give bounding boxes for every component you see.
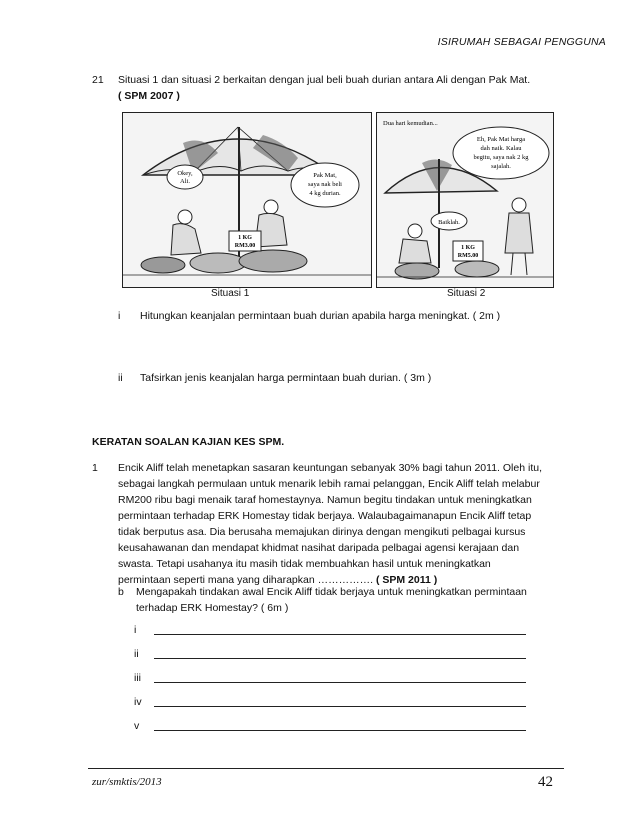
part-b-line-2: terhadap ERK Homestay? ( 6m ) [136, 602, 289, 614]
bubble-1-right-line-3: 4 kg durian. [309, 190, 341, 197]
case-line-4: permintaan terhadap ERK Homestay tidak berjaya. Walaubagaimanapun Encik Aliff tetap [118, 510, 532, 522]
part-text-ii: Tafsirkan jenis keanjalan harga permintaan buah durian. ( 3m ) [140, 372, 432, 384]
bubble-1-right-line-1: Pak Mat, [313, 172, 337, 179]
part-b-question [136, 584, 556, 616]
answer-label-ii: ii [134, 648, 139, 660]
cartoon-situasi-1 [122, 112, 372, 288]
bubble-2-right-line-3: begitu, saya nak 2 kg [473, 154, 529, 161]
page-number: 42 [538, 774, 553, 790]
caption-situasi-2: Situasi 2 [447, 288, 486, 299]
case-paragraph [118, 460, 550, 588]
bubble-2-right-line-2: dah naik. Kalau [480, 145, 522, 152]
caption-situasi-1: Situasi 1 [211, 288, 250, 299]
price-sign-2-kg: 1 KG [461, 245, 475, 251]
footer-rule [88, 768, 564, 769]
bubble-1-right-line-2: saya nak beli [308, 181, 342, 188]
part-label-ii: ii [118, 372, 123, 384]
question-number: 21 [92, 74, 104, 86]
price-sign-1-kg: 1 KG [238, 235, 252, 241]
price-sign-1-price: RM3.00 [234, 243, 256, 249]
bubble-2-right-line-1: Eh, Pak Mat harga [476, 136, 526, 143]
answer-line-iii[interactable] [154, 682, 526, 683]
footer-left: zur/smktis/2013 [92, 776, 162, 788]
part-label-i: i [118, 310, 121, 322]
question-text: Situasi 1 dan situasi 2 berkaitan dengan jual beli buah durian antara Ali dengan Pak Mat. [118, 74, 531, 86]
panel-2-note: Dua hari kemudian... [383, 120, 438, 127]
bubble-1-left-line-1: Okey, [177, 170, 193, 177]
case-line-7: swasta. Tetapi usahanya itu masih tidak membuahkan hasil untuk meningkatkan [118, 558, 491, 570]
case-line-3: RM200 ribu bagi menaik taraf homestaynya. Namun begitu tindakan untuk meningkatkan [118, 494, 532, 506]
answer-line-v[interactable] [154, 730, 526, 731]
running-header: ISIRUMAH SEBAGAI PENGGUNA [437, 36, 606, 48]
case-line-1: Encik Aliff telah menetapkan sasaran keuntungan sebanyak 30% bagi tahun 2011. Oleh itu, [118, 462, 542, 474]
answer-label-i: i [134, 624, 137, 636]
case-number: 1 [92, 462, 98, 474]
case-source: ( SPM 2011 ) [375, 574, 438, 586]
answer-label-iii: iii [134, 672, 141, 684]
bubble-2-right-line-4: sajalah. [491, 163, 511, 170]
question-source: ( SPM 2007 ) [118, 90, 180, 102]
part-b-label: b [118, 586, 124, 598]
bubble-2-left: Baiklah. [438, 219, 460, 226]
answer-line-i[interactable] [154, 634, 526, 635]
price-sign-2-price: RM5.00 [457, 253, 479, 259]
part-b-line-1: Mengapakah tindakan awal Encik Aliff tidak berjaya untuk meningkatkan permintaan [136, 586, 527, 598]
section-title: KERATAN SOALAN KAJIAN KES SPM. [92, 436, 285, 448]
case-line-8: permintaan seperti mana yang diharapkan ……………. [118, 574, 374, 586]
bubble-1-left-line-2: Ali. [180, 178, 190, 185]
answer-label-iv: iv [134, 696, 142, 708]
case-line-6: keusahawanan dan mendapat khidmat nasihat daripada pelbagai agensi kerajaan dan [118, 542, 520, 554]
answer-line-ii[interactable] [154, 658, 526, 659]
answer-line-iv[interactable] [154, 706, 526, 707]
case-line-5: tidak berputus asa. Dia berusaha memajukan dirinya dengan mengikuti pelbagai kursus [118, 526, 526, 538]
cartoon-situasi-2 [376, 112, 554, 288]
part-text-i: Hitungkan keanjalan permintaan buah durian apabila harga meningkat. ( 2m ) [140, 310, 501, 322]
case-line-2: sebagai langkah permulaan untuk menarik lebih ramai pelanggan, Encik Aliff telah melabur [118, 478, 540, 490]
answer-label-v: v [134, 720, 140, 732]
